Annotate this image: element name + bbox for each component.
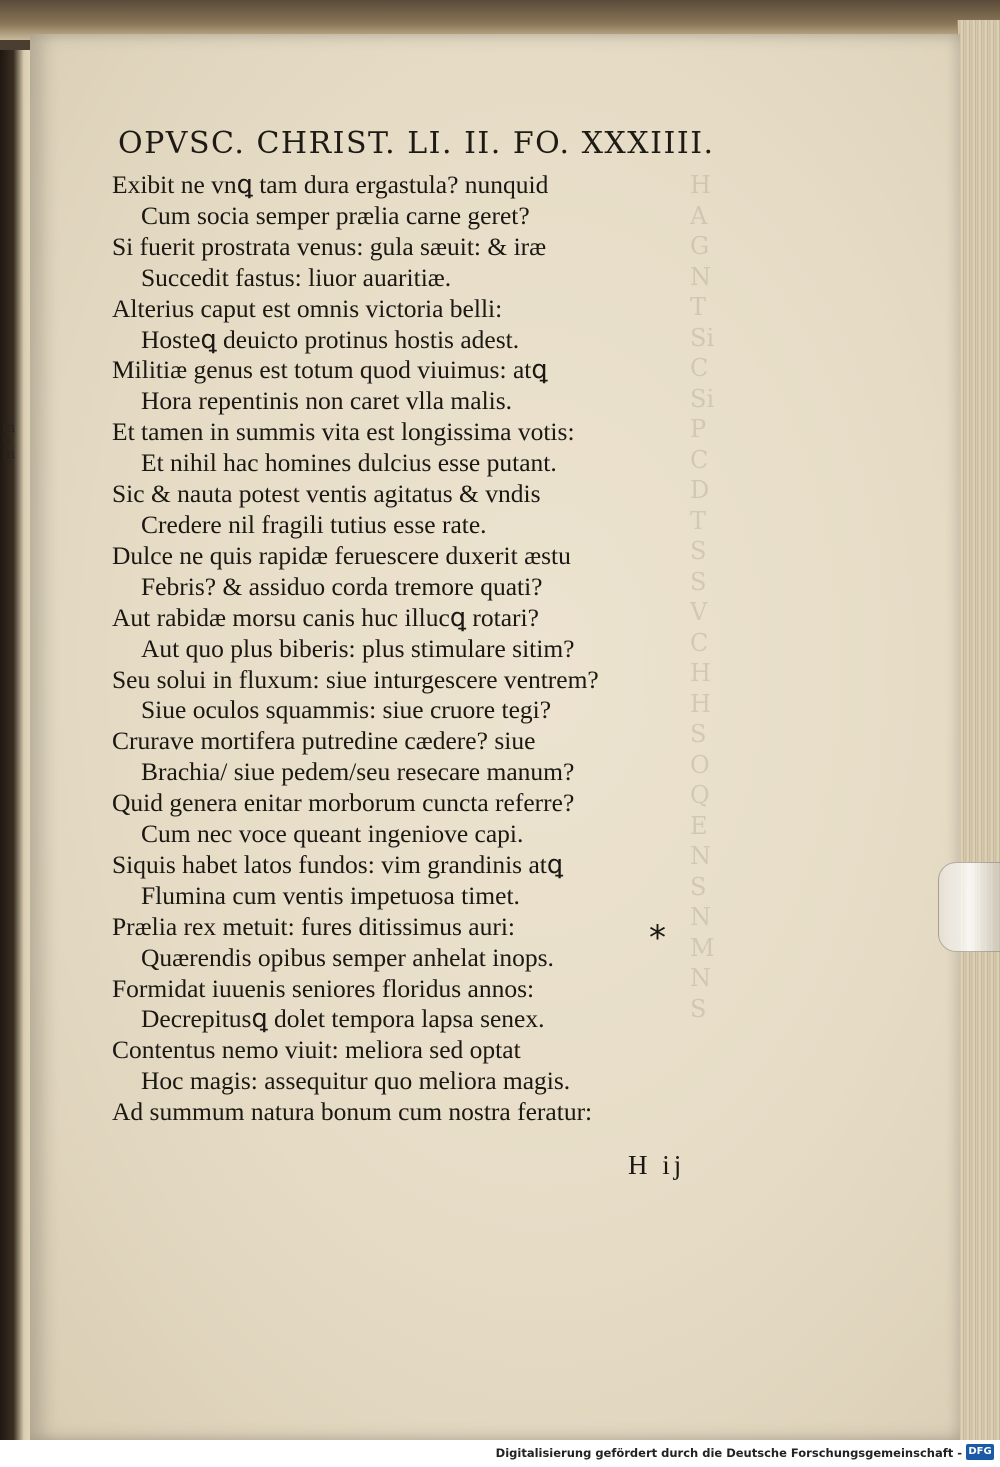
verse-line: Contentus nemo viuit: meliora sed optat <box>112 1035 521 1065</box>
signature-mark: H ij <box>628 1150 686 1180</box>
verse-line: Quærendis opibus semper anhelat inops. <box>141 942 554 972</box>
verse-line: Exibit ne vnꝗ tam dura ergastula? nunquid <box>112 170 549 199</box>
verse-line: Si fuerit prostrata venus: gula sæuit: & iræ <box>112 231 547 261</box>
running-header: OPVSC. CHRIST. LI. II. FO. XXXIIII. <box>118 126 715 161</box>
verse-line: Hosteꝗ deuicto protinus hostis adest. <box>141 324 520 354</box>
verse-line: Aut quo plus biberis: plus stimulare sitim? <box>141 633 575 663</box>
verse-line: Militiæ genus est totum quod viuimus: atꝗ <box>112 355 548 385</box>
verse-block <box>112 170 672 1128</box>
digitization-credit: Digitalisierung gefördert durch die Deutsche Forschungsgemeinschaft - <box>495 1446 962 1460</box>
margin-fragment: m u m <box>2 422 16 462</box>
verse-line: Cum nec voce queant ingeniove capi. <box>141 819 524 849</box>
page-clip <box>938 862 1000 952</box>
asterisk-mark: * <box>649 918 666 958</box>
show-through-text: H A G N T Si C Si P C D T S S V C H H S O Q E N S N M N S <box>690 171 715 1023</box>
verse-line: Alterius caput est omnis victoria belli: <box>112 293 503 323</box>
verse-line: Formidat iuuenis seniores floridus annos: <box>112 973 535 1003</box>
verse-line: Flumina cum ventis impetuosa timet. <box>141 880 520 910</box>
verse-line: Brachia/ siue pedem/seu resecare manum? <box>141 757 575 787</box>
verse-line: Hoc magis: assequitur quo meliora magis. <box>141 1066 571 1096</box>
verse-line: Decrepitusꝗ dolet tempora lapsa senex. <box>141 1004 545 1034</box>
verse-line: Cum socia semper prælia carne geret? <box>141 200 530 230</box>
verse-line: Ad summum natura bonum cum nostra feratur: <box>112 1097 593 1127</box>
verse-line: Et tamen in summis vita est longissima votis: <box>112 417 575 447</box>
verse-line: Hora repentinis non caret vlla malis. <box>141 386 513 416</box>
verse-line: Siquis habet latos fundos: vim grandinis atꝗ <box>112 849 564 879</box>
verse-line: Siue oculos squammis: siue cruore tegi? <box>141 695 552 725</box>
verse-line: Seu solui in fluxum: siue inturgescere ventrem? <box>112 664 599 694</box>
verse-line: Febris? & assiduo corda tremore quati? <box>141 571 543 601</box>
verse-line: Crurave mortifera putredine cædere? siue <box>112 726 536 756</box>
verse-line: Succedit fastus: liuor auaritiæ. <box>141 262 452 292</box>
page-edges-right <box>957 20 1000 1440</box>
book-spine-left <box>0 50 34 1440</box>
verse-line: Quid genera enitar morborum cuncta referre? <box>112 788 575 818</box>
verse-line: Aut rabidæ morsu canis huc illucꝗ rotari? <box>112 602 539 632</box>
verse-line: Et nihil hac homines dulcius esse putant. <box>141 448 557 478</box>
verse-line: Sic & nauta potest ventis agitatus & vndis <box>112 479 541 509</box>
dfg-logo: DFG <box>966 1444 994 1460</box>
verse-line: Credere nil fragili tutius esse rate. <box>141 509 487 539</box>
verse-line: Prælia rex metuit: fures ditissimus auri: <box>112 911 515 941</box>
verse-line: Dulce ne quis rapidæ feruescere duxerit æstu <box>112 540 571 570</box>
